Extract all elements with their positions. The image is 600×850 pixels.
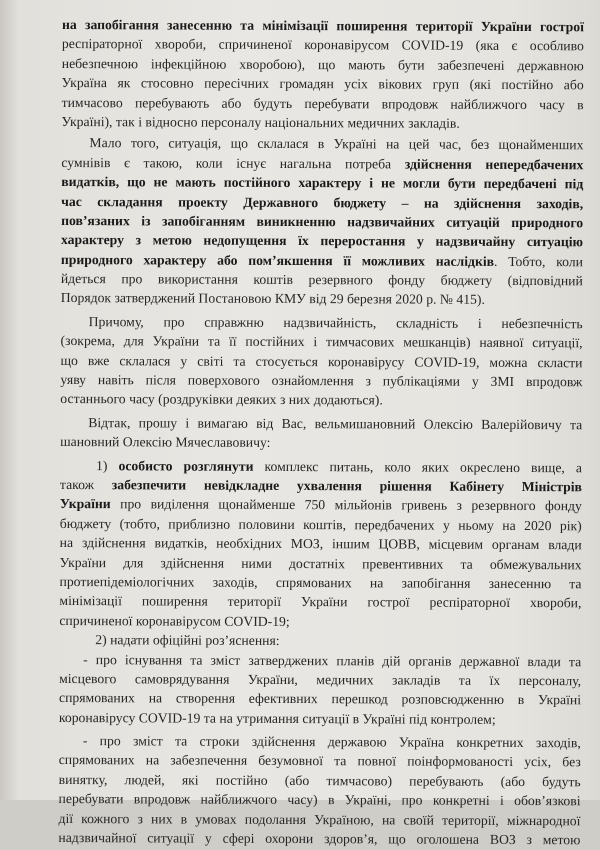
text-line: перебувати впродовж найближчого часу) в Україні, про конкретні і обов’язкові (58, 791, 581, 809)
text-line: час складання проекту Державного бюджету – на здійснення заходів, (61, 193, 584, 211)
text-line: респіраторної хвороби, спричиненої коронавірусом COVID-19 (яка є особливо (61, 36, 584, 54)
bold-text: на запобігання занесенню та мінімізації поширення території України гострої (61, 16, 584, 35)
text-line: дії кожного з них в умовах подолання Україною, на своїй території, міжнародної (58, 810, 581, 828)
text-line: Відтак, прошу і вимагаю від Вас, вельмишановний Олексію Валерійовичу та (88, 414, 583, 433)
text-line: коронавірусу COVID-19 та на утримання ситуації в Україні під контролем; (58, 709, 496, 727)
paragraph-7 (59, 649, 581, 729)
text-line: - про зміст та строки здійснення державою Україна конкретних заходів, (82, 733, 581, 751)
text-line: спрямованих на створення ефективних перешкод розповсюдженню в Україні (58, 690, 582, 708)
text-line: бюджету (тобто, приблизно половини коштів, передбачених у ньому на 2020 рік) (59, 515, 582, 534)
text-line: мінімізації поширення території України гострої респіраторної хвороби, (59, 593, 582, 611)
text-line (61, 230, 583, 252)
text-line (62, 15, 584, 37)
text-line: природного характеру або пом’якшення її можливих наслідків. Тобто, коли (60, 251, 583, 269)
text-line: останнього часу (роздруківки деяких з них додаються). (60, 391, 383, 408)
paragraph-5 (59, 456, 582, 633)
text-line: - про існування та зміст затверджених планів дій органів державної влади та (83, 651, 582, 669)
paragraph-3 (60, 312, 582, 411)
paragraph-6 (59, 630, 581, 652)
text-line: на здійснення видатків, необхідних МОЗ, іншим ЦОВВ, місцевим органам влади (59, 535, 582, 553)
paragraph-4 (60, 413, 582, 454)
text-line: винятку, людей, які постійно (або тимчасово) перебувають (або будуть (58, 771, 581, 790)
text-line: шановний Олексію Мячеславовичу: (60, 434, 271, 451)
text-line: спричиненої коронавірусом COVID-19; (59, 612, 290, 629)
text-line: також забезпечити невідкладне ухвалення рішення Кабінету Міністрів (59, 476, 582, 495)
bold-text: пов’язаних із запобіганням виникненню надзвичайних ситуацій природного (61, 212, 584, 231)
text-line: протиепідеміологічних заходів, спрямованих на запобігання занесенню та (59, 573, 582, 592)
text-line: надзвичайної ситуації у сфері охорони здоров’я, що оголошена ВОЗ з метою (58, 830, 581, 848)
text-line: Україні), так і відносно персоналу національних медичних закладів. (61, 113, 460, 131)
text-line: спрямованих на забезпечення безумовної та повної поінформованості усіх, без (58, 752, 581, 770)
paragraph-8 (58, 731, 581, 850)
text-line: йдеться про використання коштів резервного фонду бюджету (відповідний (60, 271, 583, 289)
bold-text: особисто розглянути (118, 457, 254, 474)
text-line: що вже склалася у світі та стосується коронавірусу COVID-19, можна скласти (60, 352, 583, 370)
text-line: сумнівів є такою, коли існує нагальна потреба здійснення непередбачених (61, 154, 584, 173)
paragraph-1 (61, 15, 584, 134)
text-line: (зокрема, для України та її постійних і тимчасових мешканців) наявної ситуації, (60, 333, 583, 351)
text-line: Україна як стосовно пересічних громадян усіх вікових груп (які постійно або (61, 75, 584, 93)
text-line: видатків, що не мають постійного характеру і не могли бути передбачені під (61, 174, 584, 192)
bold-text: здійснення непередбачених (404, 156, 584, 173)
text-line: 2) надати офіційні роз’яснення: (95, 632, 280, 649)
text-line: Мало того, ситуація, що склалася в Україні на цей час, без щонайменших (89, 135, 584, 153)
text-line: уяву навіть після поверхового ознайомлення з публікаціями у ЗМІ впродовж (60, 372, 583, 390)
text-line: України для здійснення ними достатніх превентивних та обмежувальних (59, 554, 582, 572)
text-line: України про виділення щонайменше 750 мільйонів гривень з резервного фонду (59, 496, 582, 514)
bold-text: України (59, 496, 111, 512)
letter-body (58, 15, 584, 850)
text-line: тимчасово перебувають або будуть перебувати впродовж найближчого часу в (61, 94, 584, 112)
bold-text: природного характеру або пом’якшення її можливих наслідків (60, 251, 495, 269)
paragraph-2 (61, 133, 584, 310)
text-line: Причому, про справжню надзвичайність, складність і небезпечність (88, 313, 583, 332)
bold-text: характеру з метою недопущення їх переростання у надзвичайну ситуацію (60, 232, 584, 250)
text-line: небезпечною інфекційною хворобою), що мають бути забезпечені державною (61, 55, 584, 74)
text-line: Порядок затверджений Постановою КМУ від 29 березня 2020 р. № 415). (60, 290, 485, 308)
text-line (61, 211, 583, 233)
text-line: 1) особисто розглянути комплекс питань, коло яких окреслено вище, а (96, 457, 583, 475)
bold-text: забезпечити невідкладне ухвалення рішення Кабінету Міністрів (111, 477, 582, 495)
text-line: місцевого самоврядування України, медичних закладів та їх персоналу, (59, 670, 582, 689)
